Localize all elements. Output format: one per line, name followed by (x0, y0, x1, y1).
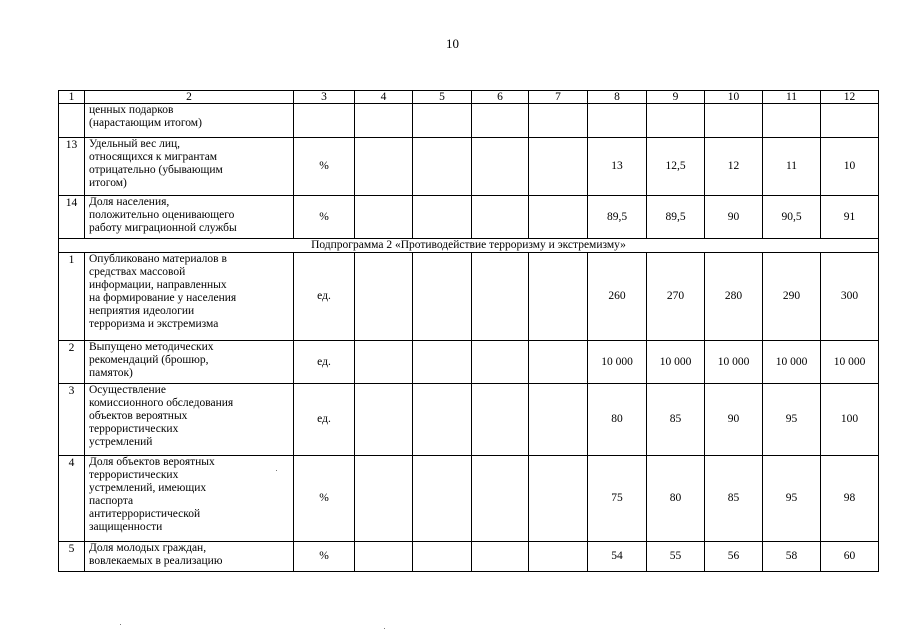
value-cell (472, 542, 529, 572)
table-row (59, 196, 879, 239)
row-number: 2 (59, 341, 85, 384)
value-cell: 260 (588, 253, 647, 341)
value-cell: 12 (705, 138, 763, 196)
page-number: 10 (446, 36, 459, 51)
table-row (59, 341, 879, 384)
header-cell: 1 (59, 91, 85, 104)
header-cell: 11 (763, 91, 821, 104)
table-row (59, 542, 879, 572)
value-cell: 80 (588, 384, 647, 456)
value-cell: 95 (763, 384, 821, 456)
row-number: 13 (59, 138, 85, 196)
value-cell: 280 (705, 253, 763, 341)
value-cell: 91 (821, 196, 879, 239)
value-cell: 13 (588, 138, 647, 196)
value-cell: 90,5 (763, 196, 821, 239)
value-cell: 100 (821, 384, 879, 456)
row-number: 5 (59, 542, 85, 572)
value-cell: 56 (705, 542, 763, 572)
value-cell: 58 (763, 542, 821, 572)
value-cell: 89,5 (647, 196, 705, 239)
value-cell (355, 542, 413, 572)
header-cell: 5 (413, 91, 472, 104)
value-cell: 85 (647, 384, 705, 456)
row-number (59, 104, 85, 138)
value-cell (413, 384, 472, 456)
value-cell (472, 384, 529, 456)
value-cell: 10 000 (763, 341, 821, 384)
value-cell: 75 (588, 456, 647, 542)
value-cell: 80 (647, 456, 705, 542)
value-cell (413, 253, 472, 341)
row-number: 4 (59, 456, 85, 542)
header-cell: 4 (355, 91, 413, 104)
indicator-name: Доля молодых граждан, вовлекаемых в реализацию (85, 542, 294, 572)
value-cell (413, 104, 472, 138)
value-cell (529, 104, 588, 138)
row-number: 3 (59, 384, 85, 456)
value-cell (413, 138, 472, 196)
value-cell (472, 138, 529, 196)
value-cell (472, 104, 529, 138)
value-cell: 10 000 (821, 341, 879, 384)
section-row (59, 239, 879, 253)
value-cell (413, 542, 472, 572)
row-number: 1 (59, 253, 85, 341)
value-cell: 54 (588, 542, 647, 572)
value-cell (588, 104, 647, 138)
table-body (59, 91, 879, 572)
value-cell: 10 000 (647, 341, 705, 384)
value-cell: 290 (763, 253, 821, 341)
header-cell: 2 (85, 91, 294, 104)
value-cell: 98 (821, 456, 879, 542)
header-cell: 8 (588, 91, 647, 104)
indicator-name: ценных подарков (нарастающим итогом) (85, 104, 294, 138)
row-number: 14 (59, 196, 85, 239)
header-cell: 9 (647, 91, 705, 104)
unit-cell: % (294, 456, 355, 542)
section-title: Подпрограмма 2 «Противодействие терроризму и экстремизму» (59, 239, 879, 253)
unit-cell: % (294, 138, 355, 196)
value-cell: 10 000 (705, 341, 763, 384)
value-cell (529, 138, 588, 196)
value-cell (355, 456, 413, 542)
value-cell (647, 104, 705, 138)
value-cell: 270 (647, 253, 705, 341)
indicator-name: Доля объектов вероятных террористических устремлений, имеющих паспорта антитеррористической защищенности (85, 456, 294, 542)
indicators-table (58, 90, 879, 572)
value-cell (763, 104, 821, 138)
table-row (59, 138, 879, 196)
unit-cell (294, 104, 355, 138)
value-cell (472, 253, 529, 341)
header-row (59, 91, 879, 104)
value-cell: 12,5 (647, 138, 705, 196)
indicator-name: Выпущено методических рекомендаций (брошюр, памяток) (85, 341, 294, 384)
header-cell: 10 (705, 91, 763, 104)
value-cell (529, 384, 588, 456)
value-cell (355, 384, 413, 456)
value-cell: 85 (705, 456, 763, 542)
header-cell: 7 (529, 91, 588, 104)
value-cell (355, 196, 413, 239)
value-cell: 11 (763, 138, 821, 196)
value-cell (355, 341, 413, 384)
unit-cell: % (294, 196, 355, 239)
value-cell (472, 196, 529, 239)
value-cell: 90 (705, 196, 763, 239)
header-cell: 12 (821, 91, 879, 104)
table-row (59, 456, 879, 542)
value-cell (355, 104, 413, 138)
indicator-name: Опубликовано материалов в средствах массовой информации, направленных на формирование у населения неприятия идеологии терроризма и экстремизма (85, 253, 294, 341)
table-row (59, 384, 879, 456)
value-cell: 10 000 (588, 341, 647, 384)
unit-cell: % (294, 542, 355, 572)
value-cell (705, 104, 763, 138)
value-cell: 95 (763, 456, 821, 542)
value-cell (529, 456, 588, 542)
value-cell: 300 (821, 253, 879, 341)
value-cell (821, 104, 879, 138)
value-cell (529, 341, 588, 384)
value-cell: 60 (821, 542, 879, 572)
value-cell: 55 (647, 542, 705, 572)
value-cell (472, 456, 529, 542)
value-cell (529, 196, 588, 239)
indicator-name: Удельный вес лиц, относящихся к мигрантам отрицательно (убывающим итогом) (85, 138, 294, 196)
value-cell (413, 341, 472, 384)
value-cell (472, 341, 529, 384)
value-cell: 89,5 (588, 196, 647, 239)
value-cell: 90 (705, 384, 763, 456)
header-cell: 6 (472, 91, 529, 104)
indicator-name: Осуществление комиссионного обследования объектов вероятных террористических устремлений (85, 384, 294, 456)
value-cell: 10 (821, 138, 879, 196)
unit-cell: ед. (294, 341, 355, 384)
value-cell (413, 456, 472, 542)
table-row (59, 253, 879, 341)
unit-cell: ед. (294, 384, 355, 456)
value-cell (529, 542, 588, 572)
table-row (59, 104, 879, 138)
header-cell: 3 (294, 91, 355, 104)
value-cell (529, 253, 588, 341)
value-cell (355, 138, 413, 196)
unit-cell: ед. (294, 253, 355, 341)
value-cell (413, 196, 472, 239)
indicator-name: Доля населения, положительно оценивающего работу миграционной службы (85, 196, 294, 239)
value-cell (355, 253, 413, 341)
